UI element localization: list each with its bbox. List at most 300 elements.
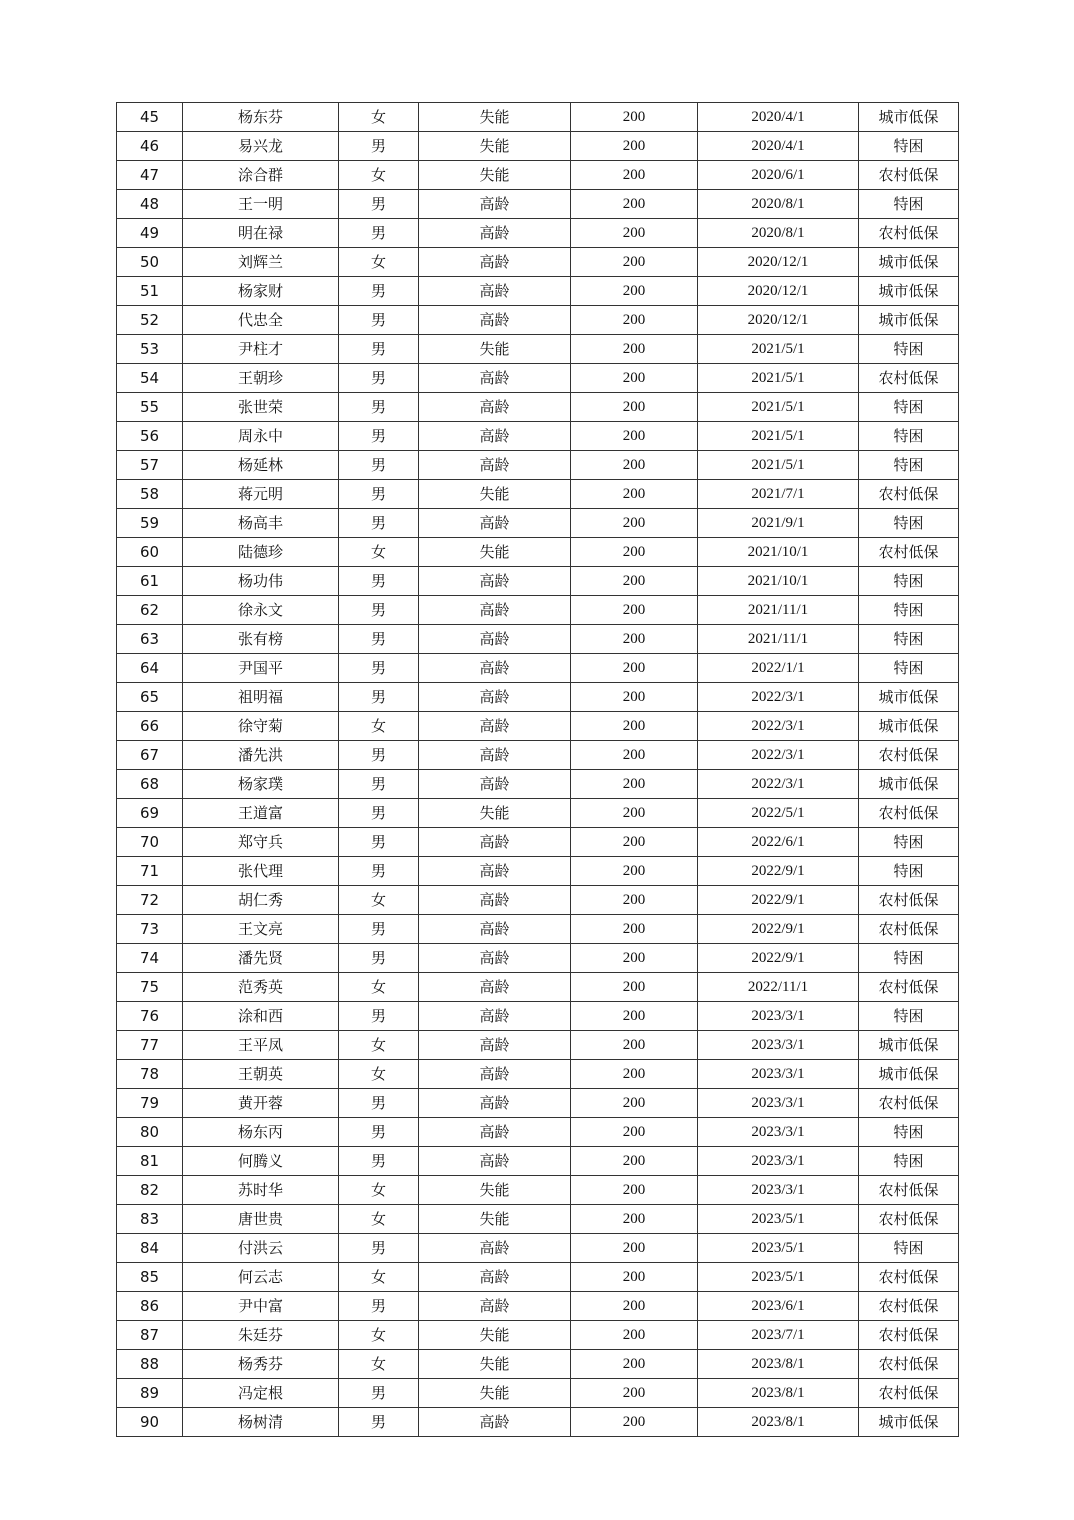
- cell-gender: 女: [339, 103, 419, 132]
- cell-name: 陆德珍: [183, 538, 339, 567]
- cell-date: 2023/7/1: [698, 1321, 859, 1350]
- cell-category: 高龄: [419, 567, 571, 596]
- table-row: [117, 277, 959, 306]
- cell-serial-number: 72: [117, 886, 183, 915]
- cell-date: 2020/12/1: [698, 248, 859, 277]
- cell-serial-number: 74: [117, 944, 183, 973]
- cell-serial-number: 61: [117, 567, 183, 596]
- cell-assistance-type: 农村低保: [859, 1205, 959, 1234]
- table-row: [117, 1118, 959, 1147]
- cell-name: 何云志: [183, 1263, 339, 1292]
- table-row: [117, 1292, 959, 1321]
- cell-serial-number: 80: [117, 1118, 183, 1147]
- cell-amount: 200: [571, 1176, 698, 1205]
- table-row: [117, 509, 959, 538]
- cell-serial-number: 71: [117, 857, 183, 886]
- cell-category: 高龄: [419, 828, 571, 857]
- cell-amount: 200: [571, 683, 698, 712]
- cell-category: 高龄: [419, 1292, 571, 1321]
- cell-serial-number: 67: [117, 741, 183, 770]
- cell-assistance-type: 特困: [859, 596, 959, 625]
- cell-serial-number: 63: [117, 625, 183, 654]
- cell-serial-number: 75: [117, 973, 183, 1002]
- table-row: [117, 190, 959, 219]
- table-row: [117, 1321, 959, 1350]
- cell-gender: 男: [339, 1408, 419, 1437]
- cell-amount: 200: [571, 509, 698, 538]
- table-row: [117, 857, 959, 886]
- cell-date: 2023/3/1: [698, 1031, 859, 1060]
- cell-serial-number: 60: [117, 538, 183, 567]
- cell-date: 2021/5/1: [698, 335, 859, 364]
- cell-assistance-type: 特困: [859, 1234, 959, 1263]
- cell-name: 尹中富: [183, 1292, 339, 1321]
- table-row: [117, 219, 959, 248]
- cell-category: 高龄: [419, 1408, 571, 1437]
- cell-assistance-type: 农村低保: [859, 799, 959, 828]
- cell-category: 失能: [419, 1321, 571, 1350]
- cell-assistance-type: 特困: [859, 190, 959, 219]
- cell-assistance-type: 农村低保: [859, 1176, 959, 1205]
- cell-category: 失能: [419, 1205, 571, 1234]
- cell-assistance-type: 城市低保: [859, 248, 959, 277]
- table-row: [117, 1234, 959, 1263]
- table-row: [117, 480, 959, 509]
- cell-amount: 200: [571, 103, 698, 132]
- cell-serial-number: 54: [117, 364, 183, 393]
- cell-name: 王朝珍: [183, 364, 339, 393]
- table-row: [117, 1263, 959, 1292]
- cell-serial-number: 59: [117, 509, 183, 538]
- table-row: [117, 1379, 959, 1408]
- cell-serial-number: 45: [117, 103, 183, 132]
- cell-gender: 女: [339, 712, 419, 741]
- table-row: [117, 712, 959, 741]
- cell-serial-number: 55: [117, 393, 183, 422]
- cell-date: 2020/12/1: [698, 277, 859, 306]
- cell-assistance-type: 农村低保: [859, 1321, 959, 1350]
- cell-name: 苏时华: [183, 1176, 339, 1205]
- cell-amount: 200: [571, 857, 698, 886]
- cell-date: 2022/9/1: [698, 915, 859, 944]
- cell-date: 2020/8/1: [698, 190, 859, 219]
- cell-assistance-type: 农村低保: [859, 741, 959, 770]
- cell-gender: 男: [339, 944, 419, 973]
- cell-name: 王文亮: [183, 915, 339, 944]
- cell-serial-number: 87: [117, 1321, 183, 1350]
- table-row: [117, 1147, 959, 1176]
- cell-gender: 女: [339, 1263, 419, 1292]
- cell-name: 胡仁秀: [183, 886, 339, 915]
- cell-assistance-type: 特困: [859, 335, 959, 364]
- table-row: [117, 161, 959, 190]
- cell-assistance-type: 特困: [859, 509, 959, 538]
- cell-gender: 女: [339, 1205, 419, 1234]
- cell-name: 明在禄: [183, 219, 339, 248]
- cell-date: 2023/5/1: [698, 1263, 859, 1292]
- cell-amount: 200: [571, 886, 698, 915]
- cell-category: 高龄: [419, 1263, 571, 1292]
- cell-name: 刘辉兰: [183, 248, 339, 277]
- cell-date: 2023/3/1: [698, 1060, 859, 1089]
- cell-name: 杨东丙: [183, 1118, 339, 1147]
- cell-category: 高龄: [419, 1031, 571, 1060]
- subsidy-recipient-table: [116, 102, 959, 1437]
- cell-assistance-type: 农村低保: [859, 1292, 959, 1321]
- cell-amount: 200: [571, 567, 698, 596]
- table-row: [117, 654, 959, 683]
- cell-assistance-type: 农村低保: [859, 364, 959, 393]
- table-row: [117, 306, 959, 335]
- cell-name: 王平凤: [183, 1031, 339, 1060]
- cell-assistance-type: 特困: [859, 1147, 959, 1176]
- cell-gender: 男: [339, 915, 419, 944]
- cell-gender: 女: [339, 1350, 419, 1379]
- cell-amount: 200: [571, 654, 698, 683]
- table-row: [117, 1060, 959, 1089]
- cell-date: 2023/8/1: [698, 1379, 859, 1408]
- cell-serial-number: 47: [117, 161, 183, 190]
- cell-assistance-type: 农村低保: [859, 886, 959, 915]
- cell-amount: 200: [571, 1408, 698, 1437]
- document-table-container: [116, 102, 958, 1437]
- cell-category: 高龄: [419, 1002, 571, 1031]
- cell-gender: 男: [339, 451, 419, 480]
- cell-date: 2023/8/1: [698, 1350, 859, 1379]
- cell-assistance-type: 特困: [859, 1118, 959, 1147]
- cell-assistance-type: 农村低保: [859, 1379, 959, 1408]
- cell-date: 2021/11/1: [698, 596, 859, 625]
- cell-date: 2023/5/1: [698, 1205, 859, 1234]
- cell-gender: 男: [339, 509, 419, 538]
- cell-amount: 200: [571, 741, 698, 770]
- cell-gender: 男: [339, 1002, 419, 1031]
- cell-date: 2023/5/1: [698, 1234, 859, 1263]
- cell-gender: 女: [339, 538, 419, 567]
- table-row: [117, 132, 959, 161]
- cell-gender: 男: [339, 1234, 419, 1263]
- cell-amount: 200: [571, 1263, 698, 1292]
- cell-amount: 200: [571, 248, 698, 277]
- cell-serial-number: 70: [117, 828, 183, 857]
- cell-category: 高龄: [419, 712, 571, 741]
- cell-gender: 男: [339, 857, 419, 886]
- cell-assistance-type: 农村低保: [859, 1263, 959, 1292]
- cell-name: 涂合群: [183, 161, 339, 190]
- cell-date: 2023/6/1: [698, 1292, 859, 1321]
- cell-assistance-type: 特困: [859, 625, 959, 654]
- cell-assistance-type: 农村低保: [859, 538, 959, 567]
- cell-assistance-type: 特困: [859, 422, 959, 451]
- cell-category: 高龄: [419, 973, 571, 1002]
- cell-date: 2021/7/1: [698, 480, 859, 509]
- cell-amount: 200: [571, 770, 698, 799]
- table-row: [117, 567, 959, 596]
- cell-date: 2023/8/1: [698, 1408, 859, 1437]
- cell-assistance-type: 农村低保: [859, 480, 959, 509]
- cell-name: 尹柱才: [183, 335, 339, 364]
- table-row: [117, 770, 959, 799]
- cell-gender: 男: [339, 741, 419, 770]
- cell-date: 2022/3/1: [698, 683, 859, 712]
- cell-gender: 男: [339, 1118, 419, 1147]
- cell-assistance-type: 城市低保: [859, 277, 959, 306]
- cell-name: 潘先贤: [183, 944, 339, 973]
- table-row: [117, 741, 959, 770]
- cell-category: 高龄: [419, 422, 571, 451]
- cell-gender: 男: [339, 306, 419, 335]
- cell-assistance-type: 城市低保: [859, 1031, 959, 1060]
- cell-date: 2021/10/1: [698, 538, 859, 567]
- table-row: [117, 335, 959, 364]
- table-row: [117, 1089, 959, 1118]
- cell-amount: 200: [571, 364, 698, 393]
- cell-name: 潘先洪: [183, 741, 339, 770]
- cell-date: 2021/10/1: [698, 567, 859, 596]
- cell-name: 杨秀芬: [183, 1350, 339, 1379]
- cell-gender: 男: [339, 596, 419, 625]
- cell-gender: 男: [339, 1089, 419, 1118]
- cell-category: 高龄: [419, 248, 571, 277]
- cell-gender: 女: [339, 1031, 419, 1060]
- cell-amount: 200: [571, 1002, 698, 1031]
- cell-category: 高龄: [419, 770, 571, 799]
- cell-serial-number: 90: [117, 1408, 183, 1437]
- cell-assistance-type: 城市低保: [859, 103, 959, 132]
- cell-amount: 200: [571, 828, 698, 857]
- cell-name: 王道富: [183, 799, 339, 828]
- table-row: [117, 422, 959, 451]
- cell-name: 朱廷芬: [183, 1321, 339, 1350]
- cell-serial-number: 82: [117, 1176, 183, 1205]
- cell-name: 蒋元明: [183, 480, 339, 509]
- cell-assistance-type: 特困: [859, 451, 959, 480]
- cell-gender: 男: [339, 393, 419, 422]
- cell-gender: 男: [339, 335, 419, 364]
- cell-category: 失能: [419, 538, 571, 567]
- table-row: [117, 1408, 959, 1437]
- cell-date: 2022/5/1: [698, 799, 859, 828]
- cell-name: 杨延林: [183, 451, 339, 480]
- cell-date: 2022/3/1: [698, 712, 859, 741]
- cell-amount: 200: [571, 306, 698, 335]
- cell-serial-number: 50: [117, 248, 183, 277]
- cell-date: 2022/9/1: [698, 857, 859, 886]
- cell-serial-number: 89: [117, 1379, 183, 1408]
- cell-category: 高龄: [419, 1234, 571, 1263]
- cell-date: 2021/5/1: [698, 451, 859, 480]
- table-row: [117, 828, 959, 857]
- cell-gender: 女: [339, 161, 419, 190]
- cell-date: 2021/5/1: [698, 422, 859, 451]
- cell-gender: 男: [339, 1379, 419, 1408]
- cell-date: 2023/3/1: [698, 1147, 859, 1176]
- cell-gender: 女: [339, 973, 419, 1002]
- cell-amount: 200: [571, 1321, 698, 1350]
- cell-gender: 男: [339, 364, 419, 393]
- cell-name: 涂和西: [183, 1002, 339, 1031]
- cell-amount: 200: [571, 1118, 698, 1147]
- cell-category: 高龄: [419, 857, 571, 886]
- cell-assistance-type: 特困: [859, 944, 959, 973]
- cell-amount: 200: [571, 422, 698, 451]
- cell-name: 黄开蓉: [183, 1089, 339, 1118]
- cell-name: 张有榜: [183, 625, 339, 654]
- cell-amount: 200: [571, 219, 698, 248]
- cell-category: 失能: [419, 480, 571, 509]
- cell-name: 张世荣: [183, 393, 339, 422]
- cell-gender: 男: [339, 132, 419, 161]
- cell-gender: 男: [339, 480, 419, 509]
- cell-category: 高龄: [419, 306, 571, 335]
- cell-gender: 女: [339, 1321, 419, 1350]
- cell-date: 2022/3/1: [698, 770, 859, 799]
- cell-serial-number: 57: [117, 451, 183, 480]
- cell-gender: 男: [339, 422, 419, 451]
- cell-assistance-type: 农村低保: [859, 973, 959, 1002]
- cell-amount: 200: [571, 712, 698, 741]
- cell-amount: 200: [571, 1147, 698, 1176]
- cell-serial-number: 58: [117, 480, 183, 509]
- cell-name: 徐守菊: [183, 712, 339, 741]
- cell-category: 高龄: [419, 219, 571, 248]
- cell-name: 郑守兵: [183, 828, 339, 857]
- cell-name: 冯定根: [183, 1379, 339, 1408]
- cell-amount: 200: [571, 625, 698, 654]
- cell-serial-number: 56: [117, 422, 183, 451]
- table-body: [117, 103, 959, 1437]
- cell-amount: 200: [571, 1060, 698, 1089]
- cell-name: 付洪云: [183, 1234, 339, 1263]
- cell-category: 高龄: [419, 886, 571, 915]
- cell-serial-number: 69: [117, 799, 183, 828]
- cell-amount: 200: [571, 944, 698, 973]
- cell-gender: 男: [339, 567, 419, 596]
- cell-date: 2020/4/1: [698, 103, 859, 132]
- cell-serial-number: 53: [117, 335, 183, 364]
- cell-category: 失能: [419, 161, 571, 190]
- cell-category: 高龄: [419, 596, 571, 625]
- cell-date: 2020/8/1: [698, 219, 859, 248]
- cell-category: 高龄: [419, 944, 571, 973]
- cell-serial-number: 73: [117, 915, 183, 944]
- cell-gender: 男: [339, 277, 419, 306]
- cell-category: 高龄: [419, 393, 571, 422]
- cell-category: 高龄: [419, 1089, 571, 1118]
- cell-date: 2021/5/1: [698, 364, 859, 393]
- cell-date: 2020/4/1: [698, 132, 859, 161]
- cell-category: 高龄: [419, 1060, 571, 1089]
- cell-gender: 男: [339, 770, 419, 799]
- cell-date: 2023/3/1: [698, 1118, 859, 1147]
- table-row: [117, 799, 959, 828]
- cell-assistance-type: 城市低保: [859, 306, 959, 335]
- cell-amount: 200: [571, 451, 698, 480]
- cell-date: 2022/1/1: [698, 654, 859, 683]
- cell-date: 2021/9/1: [698, 509, 859, 538]
- cell-gender: 男: [339, 190, 419, 219]
- cell-assistance-type: 特困: [859, 1002, 959, 1031]
- cell-amount: 200: [571, 190, 698, 219]
- cell-assistance-type: 城市低保: [859, 712, 959, 741]
- cell-name: 杨树清: [183, 1408, 339, 1437]
- cell-assistance-type: 农村低保: [859, 161, 959, 190]
- cell-amount: 200: [571, 335, 698, 364]
- cell-date: 2020/12/1: [698, 306, 859, 335]
- cell-serial-number: 65: [117, 683, 183, 712]
- cell-name: 易兴龙: [183, 132, 339, 161]
- cell-name: 张代理: [183, 857, 339, 886]
- cell-serial-number: 68: [117, 770, 183, 799]
- cell-name: 杨东芬: [183, 103, 339, 132]
- cell-assistance-type: 农村低保: [859, 1089, 959, 1118]
- cell-date: 2022/9/1: [698, 886, 859, 915]
- cell-category: 高龄: [419, 1147, 571, 1176]
- cell-category: 失能: [419, 1176, 571, 1205]
- cell-category: 失能: [419, 799, 571, 828]
- table-row: [117, 538, 959, 567]
- cell-assistance-type: 城市低保: [859, 770, 959, 799]
- cell-category: 高龄: [419, 451, 571, 480]
- cell-date: 2020/6/1: [698, 161, 859, 190]
- cell-name: 祖明福: [183, 683, 339, 712]
- cell-name: 周永中: [183, 422, 339, 451]
- cell-date: 2023/3/1: [698, 1002, 859, 1031]
- cell-name: 杨高丰: [183, 509, 339, 538]
- cell-serial-number: 49: [117, 219, 183, 248]
- cell-category: 高龄: [419, 654, 571, 683]
- cell-amount: 200: [571, 161, 698, 190]
- cell-name: 杨家财: [183, 277, 339, 306]
- table-row: [117, 944, 959, 973]
- cell-assistance-type: 农村低保: [859, 219, 959, 248]
- table-row: [117, 1176, 959, 1205]
- cell-category: 高龄: [419, 190, 571, 219]
- cell-amount: 200: [571, 596, 698, 625]
- table-row: [117, 1350, 959, 1379]
- cell-category: 高龄: [419, 1118, 571, 1147]
- cell-serial-number: 77: [117, 1031, 183, 1060]
- cell-amount: 200: [571, 1031, 698, 1060]
- cell-assistance-type: 特困: [859, 393, 959, 422]
- cell-amount: 200: [571, 538, 698, 567]
- cell-date: 2023/3/1: [698, 1176, 859, 1205]
- cell-serial-number: 52: [117, 306, 183, 335]
- cell-serial-number: 83: [117, 1205, 183, 1234]
- cell-name: 杨功伟: [183, 567, 339, 596]
- cell-category: 高龄: [419, 509, 571, 538]
- cell-assistance-type: 特困: [859, 132, 959, 161]
- cell-amount: 200: [571, 393, 698, 422]
- cell-amount: 200: [571, 480, 698, 509]
- table-row: [117, 1002, 959, 1031]
- cell-date: 2022/11/1: [698, 973, 859, 1002]
- cell-gender: 女: [339, 248, 419, 277]
- cell-amount: 200: [571, 1205, 698, 1234]
- cell-amount: 200: [571, 132, 698, 161]
- cell-amount: 200: [571, 1379, 698, 1408]
- table-row: [117, 1205, 959, 1234]
- cell-amount: 200: [571, 799, 698, 828]
- cell-serial-number: 62: [117, 596, 183, 625]
- cell-serial-number: 66: [117, 712, 183, 741]
- table-row: [117, 393, 959, 422]
- cell-serial-number: 76: [117, 1002, 183, 1031]
- cell-assistance-type: 城市低保: [859, 1408, 959, 1437]
- table-row: [117, 683, 959, 712]
- cell-category: 失能: [419, 132, 571, 161]
- cell-serial-number: 48: [117, 190, 183, 219]
